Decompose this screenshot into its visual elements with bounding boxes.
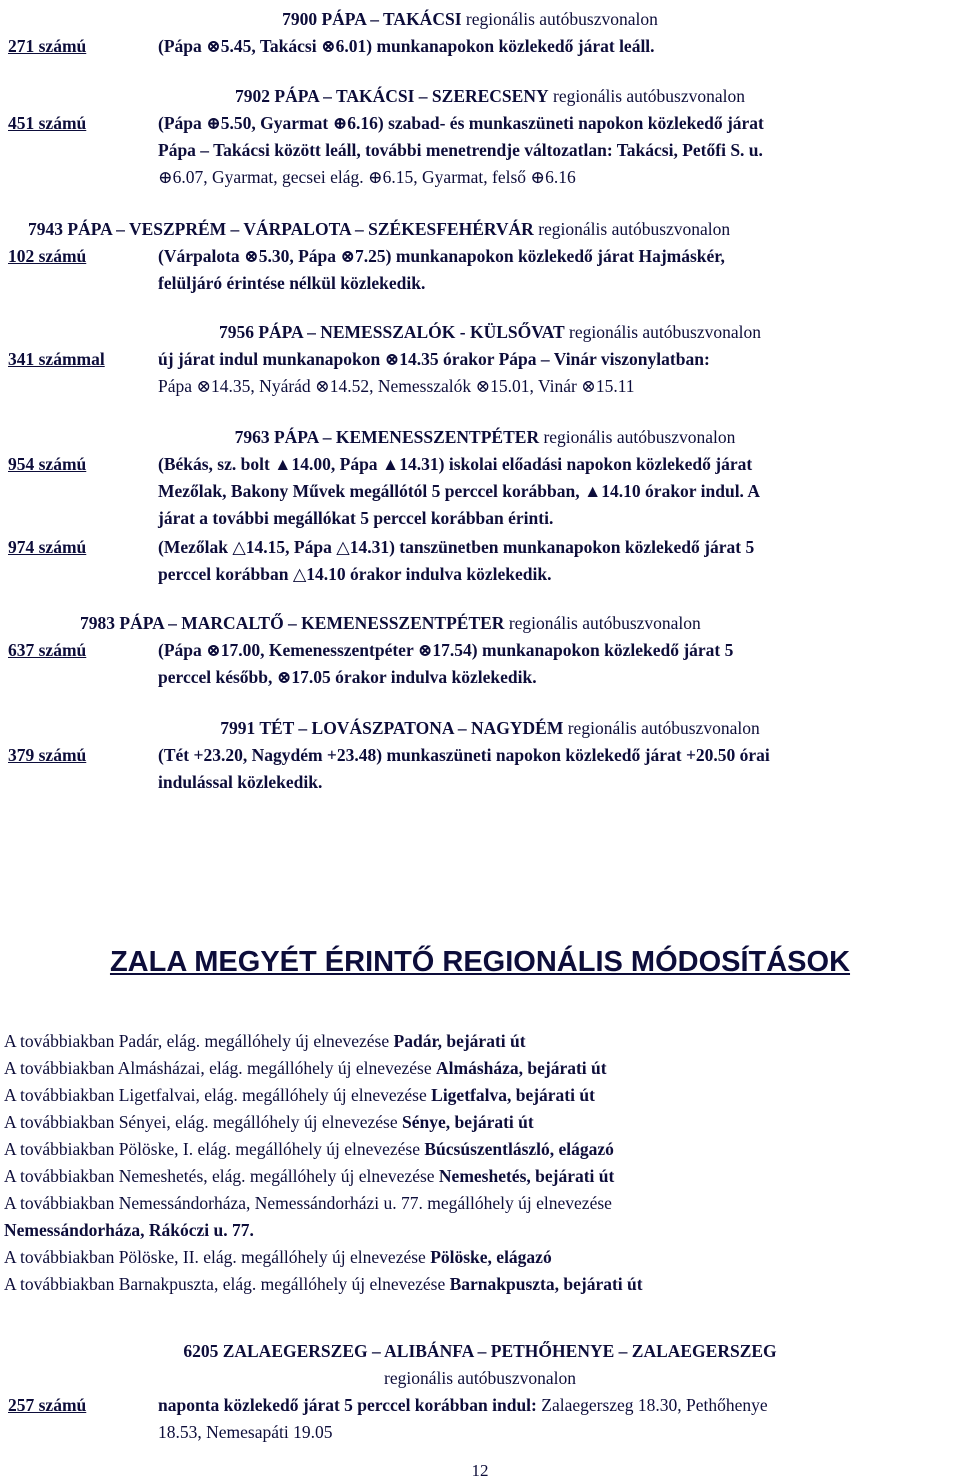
- desc-line: 18.53, Nemesapáti 19.05: [158, 1422, 333, 1442]
- desc-line: [158, 1392, 952, 1419]
- trip-description: [158, 637, 952, 691]
- trip-number: 102 számú: [8, 246, 87, 266]
- trip-description: [158, 110, 952, 191]
- desc-line: Mezőlak, Bakony Művek megállótól 5 perccel korábban, ▲14.10 órakor indul. A: [158, 481, 760, 501]
- section-heading: ZALA MEGYÉT ÉRINTŐ REGIONÁLIS MÓDOSÍTÁSOK: [109, 946, 851, 978]
- rename-pre: A továbbiakban Pölöske, II. elág. megállóhely új elnevezése: [4, 1247, 431, 1267]
- route-title-text: 7983 PÁPA – MARCALTŐ – KEMENESSZENTPÉTER: [80, 613, 505, 633]
- rename-line: [4, 1028, 952, 1055]
- route-6205-subtitle: regionális autóbuszvonalon: [384, 1368, 576, 1388]
- route-7900-title: [150, 6, 790, 33]
- trip-number: 637 számú: [8, 640, 87, 660]
- rename-new-name: Almásháza, bejárati út: [436, 1058, 607, 1078]
- desc-line: (Pápa ⊗17.00, Kemenesszentpéter ⊗17.54) munkanapokon közlekedő járat 5: [158, 640, 734, 660]
- desc-line: ⊕6.07, Gyarmat, gecsei elág. ⊕6.15, Gyarmat, felső ⊕6.16: [158, 167, 576, 187]
- trip-number: 379 számú: [8, 745, 87, 765]
- rename-pre: A továbbiakban Pölöske, I. elág. megállóhely új elnevezése: [4, 1139, 425, 1159]
- desc-line: járat a további megállókat 5 perccel korábban érinti.: [158, 508, 554, 528]
- rename-new-name: Padár, bejárati út: [393, 1031, 526, 1051]
- rename-new-name: Nemessándorháza, Rákóczi u. 77.: [4, 1220, 254, 1240]
- route-7943-title: [28, 216, 730, 243]
- trip-number: 271 számú: [8, 36, 87, 56]
- trip-description: [158, 742, 952, 796]
- rename-line: [4, 1136, 952, 1163]
- rename-line: [4, 1082, 952, 1109]
- page-number: 12: [471, 1461, 489, 1480]
- desc-line: (Békás, sz. bolt ▲14.00, Pápa ▲14.31) iskolai előadási napokon közlekedő járat: [158, 454, 753, 474]
- rename-pre: A továbbiakban Padár, elág. megállóhely új elnevezése: [4, 1031, 394, 1051]
- rename-pre: A továbbiakban Ligetfalvai, elág. megállóhely új elnevezése: [4, 1085, 432, 1105]
- route-title-text: 7943 PÁPA – VESZPRÉM – VÁRPALOTA – SZÉKESFEHÉRVÁR: [28, 219, 534, 239]
- rename-pre: A továbbiakban Nemeshetés, elág. megállóhely új elnevezése: [4, 1166, 439, 1186]
- rename-line: [4, 1190, 952, 1217]
- route-title-text: 7956 PÁPA – NEMESSZALÓK - KÜLSŐVAT: [218, 322, 565, 342]
- desc-line: (Várpalota ⊗5.30, Pápa ⊗7.25) munkanapokon közlekedő járat Hajmáskér,: [158, 246, 725, 266]
- rename-pre: A továbbiakban Nemessándorháza, Nemessándorházi u. 77. megállóhely új elnevezése: [4, 1193, 612, 1213]
- trip-number: 257 számú: [8, 1395, 87, 1415]
- route-title-text: 7963 PÁPA – KEMENESSZENTPÉTER: [234, 427, 540, 447]
- trip-description: [158, 1392, 952, 1446]
- desc-line: (Tét +23.20, Nagydém +23.48) munkaszüneti napokon közlekedő járat +20.50 órai: [158, 745, 770, 765]
- route-7963-title: [150, 424, 820, 451]
- route-title-suffix: regionális autóbuszvonalon: [539, 427, 736, 447]
- rename-line: [4, 1217, 952, 1244]
- rename-line: [4, 1244, 952, 1271]
- desc-line: felüljáró érintése nélkül közlekedik.: [158, 273, 426, 293]
- rename-pre: A továbbiakban Almásházai, elág. megállóhely új elnevezése: [4, 1058, 436, 1078]
- route-7902-title: [150, 83, 830, 110]
- route-title-text: 7902 PÁPA – TAKÁCSI – SZERECSENY: [235, 86, 549, 106]
- rename-new-name: Sénye, bejárati út: [402, 1112, 534, 1132]
- rename-line: [4, 1163, 952, 1190]
- rename-pre: A továbbiakban Sényei, elág. megállóhely új elnevezése: [4, 1112, 402, 1132]
- trip-number: 974 számú: [8, 537, 87, 557]
- desc-line: új járat indul munkanapokon ⊗14.35 órakor Pápa – Vinár viszonylatban:: [158, 349, 710, 369]
- route-title-suffix: regionális autóbuszvonalon: [533, 219, 731, 239]
- trip-description: [158, 346, 952, 400]
- rename-new-name: Búcsúszentlászló, elágazó: [424, 1139, 614, 1159]
- route-6205-title: 6205 ZALAEGERSZEG – ALIBÁNFA – PETHŐHENYE – ZALAEGERSZEG: [183, 1341, 777, 1361]
- desc-line: Pápa ⊗14.35, Nyárád ⊗14.52, Nemesszalók ⊗15.01, Vinár ⊗15.11: [158, 376, 635, 396]
- rename-new-name: Barnakpuszta, bejárati út: [449, 1274, 643, 1294]
- desc-line: (Pápa ⊕5.50, Gyarmat ⊕6.16) szabad- és munkaszüneti napokon közlekedő járat: [158, 113, 764, 133]
- rename-new-name: Pölöske, elágazó: [430, 1247, 552, 1267]
- rename-new-name: Ligetfalva, bejárati út: [431, 1085, 595, 1105]
- trip-number: 451 számú: [8, 113, 87, 133]
- rename-line: [4, 1271, 952, 1298]
- route-7983-title: [80, 610, 701, 637]
- trip-number: 954 számú: [8, 454, 87, 474]
- trip-number: 341 számmal: [8, 349, 105, 369]
- route-title-suffix: regionális autóbuszvonalon: [564, 322, 762, 342]
- desc-rest: Zalaegerszeg 18.30, Pethőhenye: [536, 1395, 768, 1415]
- trip-description: [158, 534, 952, 588]
- desc-line: (Mezőlak △14.15, Pápa △14.31) tanszünetben munkanapokon közlekedő járat 5: [158, 537, 755, 557]
- rename-line: [4, 1109, 952, 1136]
- route-title-suffix: regionális autóbuszvonalon: [563, 718, 760, 738]
- desc-line: indulással közlekedik.: [158, 772, 323, 792]
- desc-line: perccel korábban △14.10 órakor indulva közlekedik.: [158, 564, 552, 584]
- rename-new-name: Nemeshetés, bejárati út: [438, 1166, 615, 1186]
- trip-description: [158, 243, 952, 297]
- route-7956-title: [130, 319, 850, 346]
- route-title-suffix: regionális autóbuszvonalon: [548, 86, 745, 106]
- route-title-suffix: regionális autóbuszvonalon: [504, 613, 701, 633]
- trip-description: [158, 451, 952, 532]
- route-title-text: 7900 PÁPA – TAKÁCSI: [282, 9, 462, 29]
- desc-line: perccel később, ⊗17.05 órakor indulva közlekedik.: [158, 667, 537, 687]
- desc-bold: naponta közlekedő járat 5 perccel korábban indul:: [158, 1395, 537, 1415]
- route-title-suffix: regionális autóbuszvonalon: [461, 9, 658, 29]
- route-title-text: 7991 TÉT – LOVÁSZPATONA – NAGYDÉM: [220, 718, 564, 738]
- route-7991-title: [130, 715, 850, 742]
- desc-line: Pápa – Takácsi között leáll, további menetrendje változatlan: Takácsi, Petőfi S. u.: [158, 140, 763, 160]
- rename-pre: A továbbiakban Barnakpuszta, elág. megállóhely új elnevezése: [4, 1274, 450, 1294]
- desc-line: (Pápa ⊗5.45, Takácsi ⊗6.01) munkanapokon közlekedő járat leáll.: [158, 36, 655, 56]
- trip-description: [158, 33, 952, 60]
- rename-line: [4, 1055, 952, 1082]
